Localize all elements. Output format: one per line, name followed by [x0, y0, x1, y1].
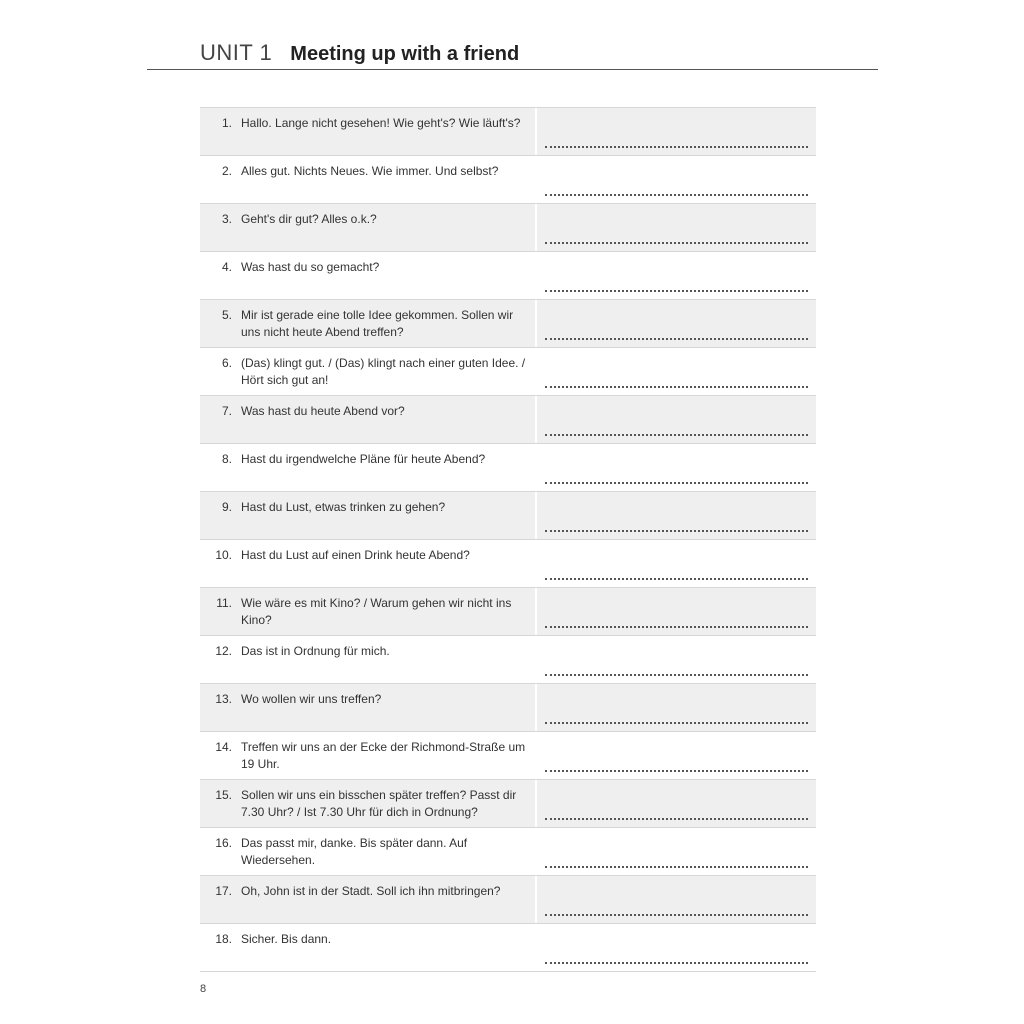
answer-line	[545, 434, 808, 436]
row-number: 11.	[216, 596, 232, 610]
page-header	[200, 40, 519, 68]
table-row	[200, 828, 816, 876]
answer-field[interactable]	[535, 540, 816, 587]
row-number: 8.	[221, 452, 232, 466]
german-phrase: Oh, John ist in der Stadt. Soll ich ihn mitbringen?	[241, 884, 501, 898]
answer-line	[545, 770, 808, 772]
table-row	[200, 588, 816, 636]
row-number: 16.	[215, 836, 232, 850]
answer-field[interactable]	[535, 924, 816, 971]
answer-line	[545, 530, 808, 532]
german-phrase: Das passt mir, danke. Bis später dann. Auf Wiedersehen.	[241, 836, 468, 867]
table-row	[200, 492, 816, 540]
answer-field[interactable]	[535, 348, 816, 395]
table-row	[200, 684, 816, 732]
answer-line	[545, 482, 808, 484]
page-number: 8	[200, 983, 207, 995]
german-phrase: Wo wollen wir uns treffen?	[241, 692, 382, 706]
answer-field[interactable]	[535, 636, 816, 683]
answer-line	[545, 722, 808, 724]
answer-field[interactable]	[535, 828, 816, 875]
answer-line	[545, 242, 808, 244]
row-number: 15.	[215, 788, 232, 802]
row-number: 1.	[221, 116, 232, 130]
row-number: 5.	[221, 308, 232, 322]
german-phrase: Was hast du heute Abend vor?	[241, 404, 405, 418]
answer-line	[545, 146, 808, 148]
answer-line	[545, 338, 808, 340]
german-phrase: (Das) klingt gut. / (Das) klingt nach einer guten Idee. / Hört sich gut an!	[241, 356, 526, 387]
row-number: 2.	[221, 164, 232, 178]
answer-field[interactable]	[535, 156, 816, 203]
row-number: 12.	[215, 644, 232, 658]
row-number: 9.	[221, 500, 232, 514]
page-title: Meeting up with a friend	[290, 43, 520, 65]
answer-field[interactable]	[535, 876, 816, 923]
german-phrase: Hast du Lust, etwas trinken zu gehen?	[241, 500, 446, 514]
german-phrase: Hast du irgendwelche Pläne für heute Abend?	[241, 452, 486, 466]
table-row	[200, 156, 816, 204]
german-phrase: Hallo. Lange nicht gesehen! Wie geht's? Wie läuft's?	[241, 116, 521, 130]
phrase-table	[200, 107, 816, 972]
row-number: 3.	[221, 212, 232, 226]
german-phrase: Das ist in Ordnung für mich.	[241, 644, 390, 658]
answer-line	[545, 914, 808, 916]
answer-line	[545, 674, 808, 676]
answer-line	[545, 578, 808, 580]
answer-field[interactable]	[535, 396, 816, 443]
table-row	[200, 636, 816, 684]
unit-label: UNIT 1	[200, 40, 273, 65]
row-number: 7.	[221, 404, 232, 418]
answer-field[interactable]	[535, 300, 816, 347]
answer-line	[545, 194, 808, 196]
table-row	[200, 924, 816, 972]
answer-field[interactable]	[535, 252, 816, 299]
answer-line	[545, 386, 808, 388]
german-phrase: Mir ist gerade eine tolle Idee gekommen. Sollen wir uns nicht heute Abend treffen?	[241, 308, 514, 339]
table-row	[200, 252, 816, 300]
table-row	[200, 444, 816, 492]
answer-line	[545, 818, 808, 820]
answer-field[interactable]	[535, 588, 816, 635]
answer-field[interactable]	[535, 684, 816, 731]
row-number: 10.	[215, 548, 232, 562]
row-number: 4.	[221, 260, 232, 274]
answer-line	[545, 866, 808, 868]
row-number: 6.	[221, 356, 232, 370]
row-number: 18.	[215, 932, 232, 946]
german-phrase: Wie wäre es mit Kino? / Warum gehen wir nicht ins Kino?	[241, 596, 512, 627]
answer-line	[545, 626, 808, 628]
row-number: 17.	[215, 884, 232, 898]
german-phrase: Sicher. Bis dann.	[241, 932, 332, 946]
answer-field[interactable]	[535, 492, 816, 539]
table-row	[200, 396, 816, 444]
table-row	[200, 780, 816, 828]
answer-line	[545, 962, 808, 964]
answer-line	[545, 290, 808, 292]
table-row	[200, 876, 816, 924]
german-phrase: Sollen wir uns ein bisschen später treffen? Passt dir 7.30 Uhr? / Ist 7.30 Uhr für dich in Ordnung?	[241, 788, 517, 819]
row-number: 13.	[215, 692, 232, 706]
german-phrase: Was hast du so gemacht?	[241, 260, 380, 274]
german-phrase: Alles gut. Nichts Neues. Wie immer. Und selbst?	[241, 164, 499, 178]
row-number: 14.	[215, 740, 232, 754]
header-rule	[147, 69, 878, 70]
german-phrase: Hast du Lust auf einen Drink heute Abend?	[241, 548, 470, 562]
table-row	[200, 204, 816, 252]
table-row	[200, 540, 816, 588]
answer-field[interactable]	[535, 780, 816, 827]
answer-field[interactable]	[535, 732, 816, 779]
answer-field[interactable]	[535, 108, 816, 155]
answer-field[interactable]	[535, 444, 816, 491]
table-row	[200, 348, 816, 396]
german-phrase: Treffen wir uns an der Ecke der Richmond-Straße um 19 Uhr.	[241, 740, 526, 771]
table-row	[200, 732, 816, 780]
german-phrase: Geht's dir gut? Alles o.k.?	[241, 212, 377, 226]
answer-field[interactable]	[535, 204, 816, 251]
table-row	[200, 108, 816, 156]
table-row	[200, 300, 816, 348]
